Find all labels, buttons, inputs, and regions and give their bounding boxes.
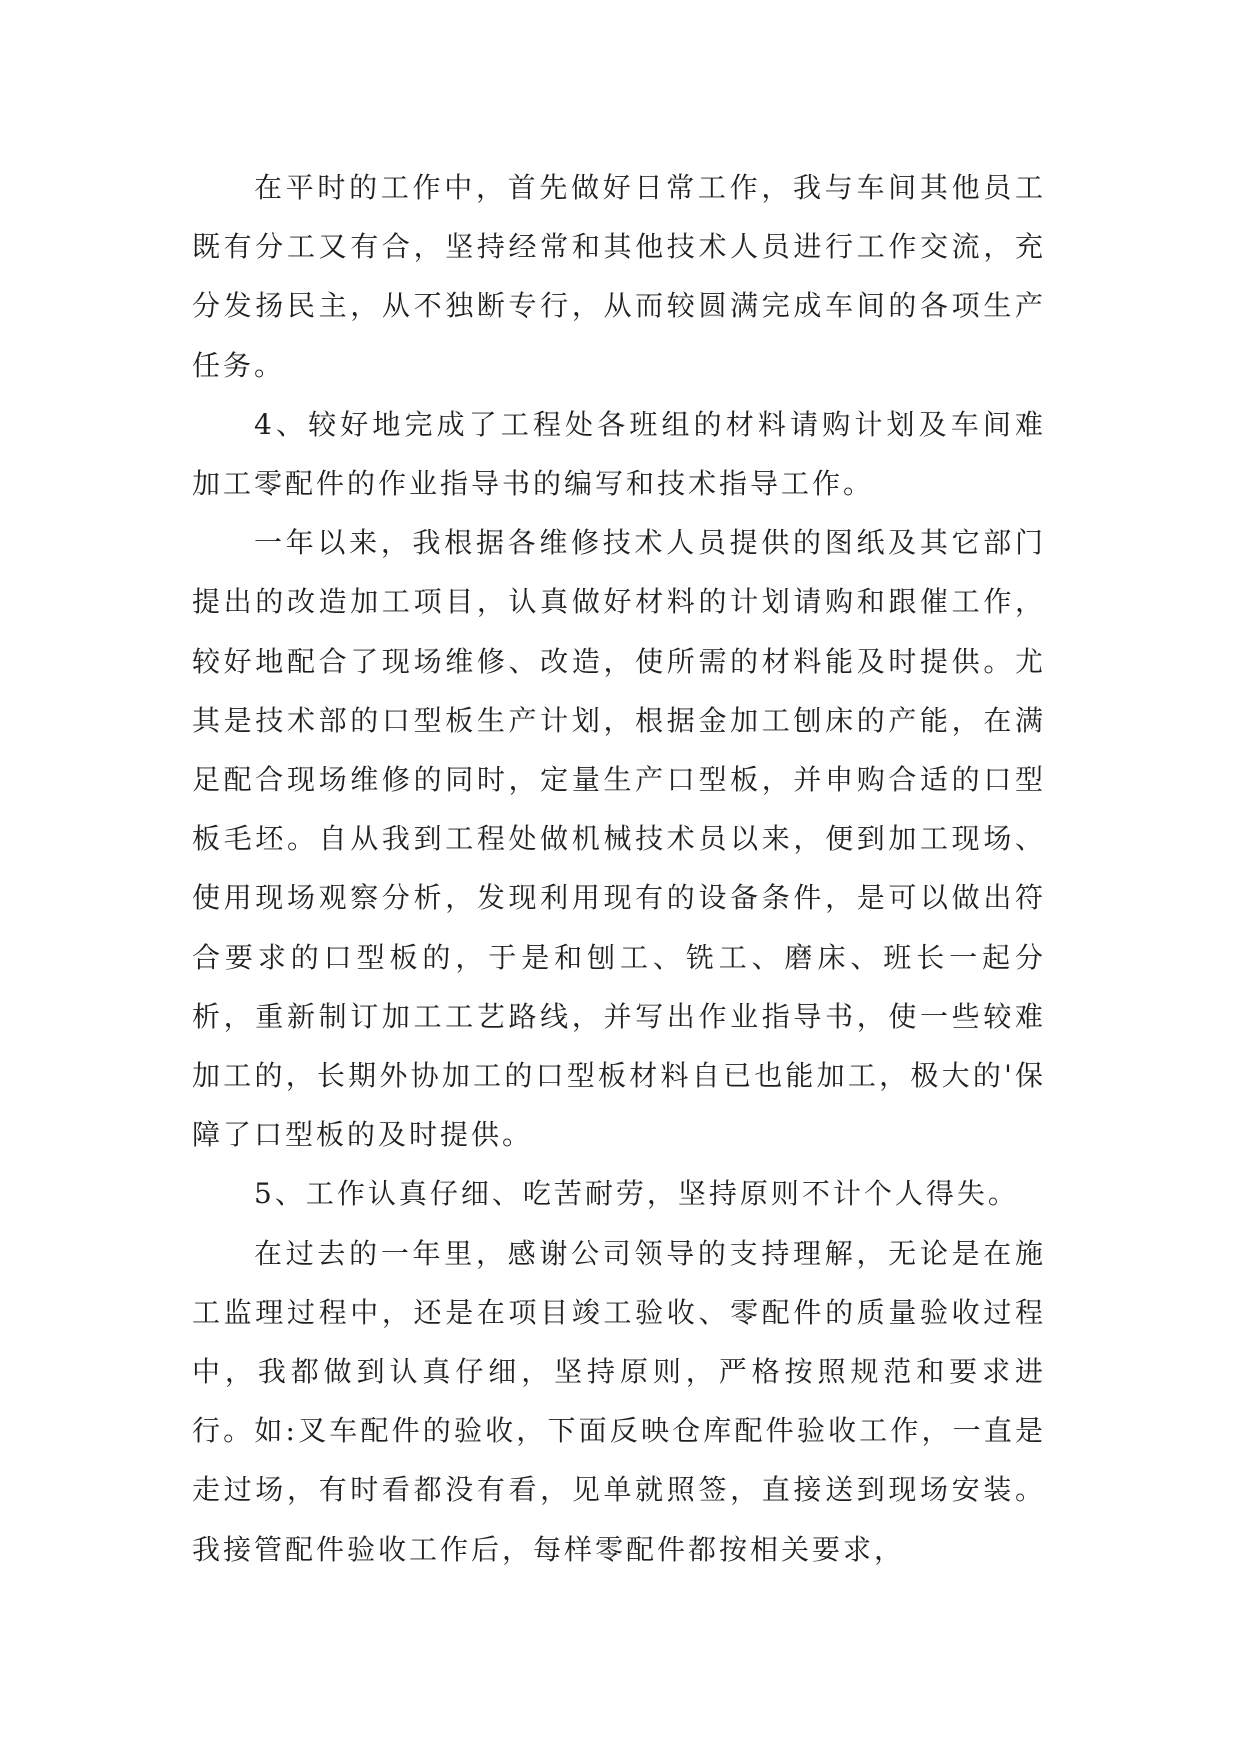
document-body — [192, 158, 1046, 1579]
paragraph-past-year: 在过去的一年里，感谢公司领导的支持理解，无论是在施工监理过程中，还是在项目竣工验收、零配件的质量验收过程中，我都做到认真仔细，坚持原则，严格按照规范和要求进行。如:叉车配件的验收，下面反映仓库配件验收工作，一直是走过场，有时看都没有看，见单就照签，直接送到现场安装。我接管配件验收工作后，每样零配件都按相关要求， — [192, 1236, 1046, 1566]
paragraph-daily-work: 在平时的工作中，首先做好日常工作，我与车间其他员工既有分工又有合，坚持经常和其他技术人员进行工作交流，充分发扬民主，从不独断专行，从而较圆满完成车间的各项生产任务。 — [192, 171, 1046, 382]
paragraph-year-review: 一年以来，我根据各维修技术人员提供的图纸及其它部门提出的改造加工项目，认真做好材料的计划请购和跟催工作，较好地配合了现场维修、改造，使所需的材料能及时提供。尤其是技术部的口型板生产计划，根据金加工刨床的产能，在满足配合现场维修的同时，定量生产口型板，并申购合适的口型板毛坯。自从我到工程处做机械技术员以来，便到加工现场、使用现场观察分析，发现利用现有的设备条件，是可以做出符合要求的口型板的，于是和刨工、铣工、磨床、班长一起分析，重新制订加工工艺路线，并写出作业指导书，使一些较难加工的，长期外协加工的口型板材料自已也能加工，极大的'保障了口型板的及时提供。 — [192, 526, 1046, 1152]
paragraph-item-4-heading: 4、较好地完成了工程处各班组的材料请购计划及车间难加工零配件的作业指导书的编写和技术指导工作。 — [192, 407, 1046, 501]
paragraph-item-5-heading: 5、工作认真仔细、吃苦耐劳，坚持原则不计个人得失。 — [254, 1177, 1019, 1211]
